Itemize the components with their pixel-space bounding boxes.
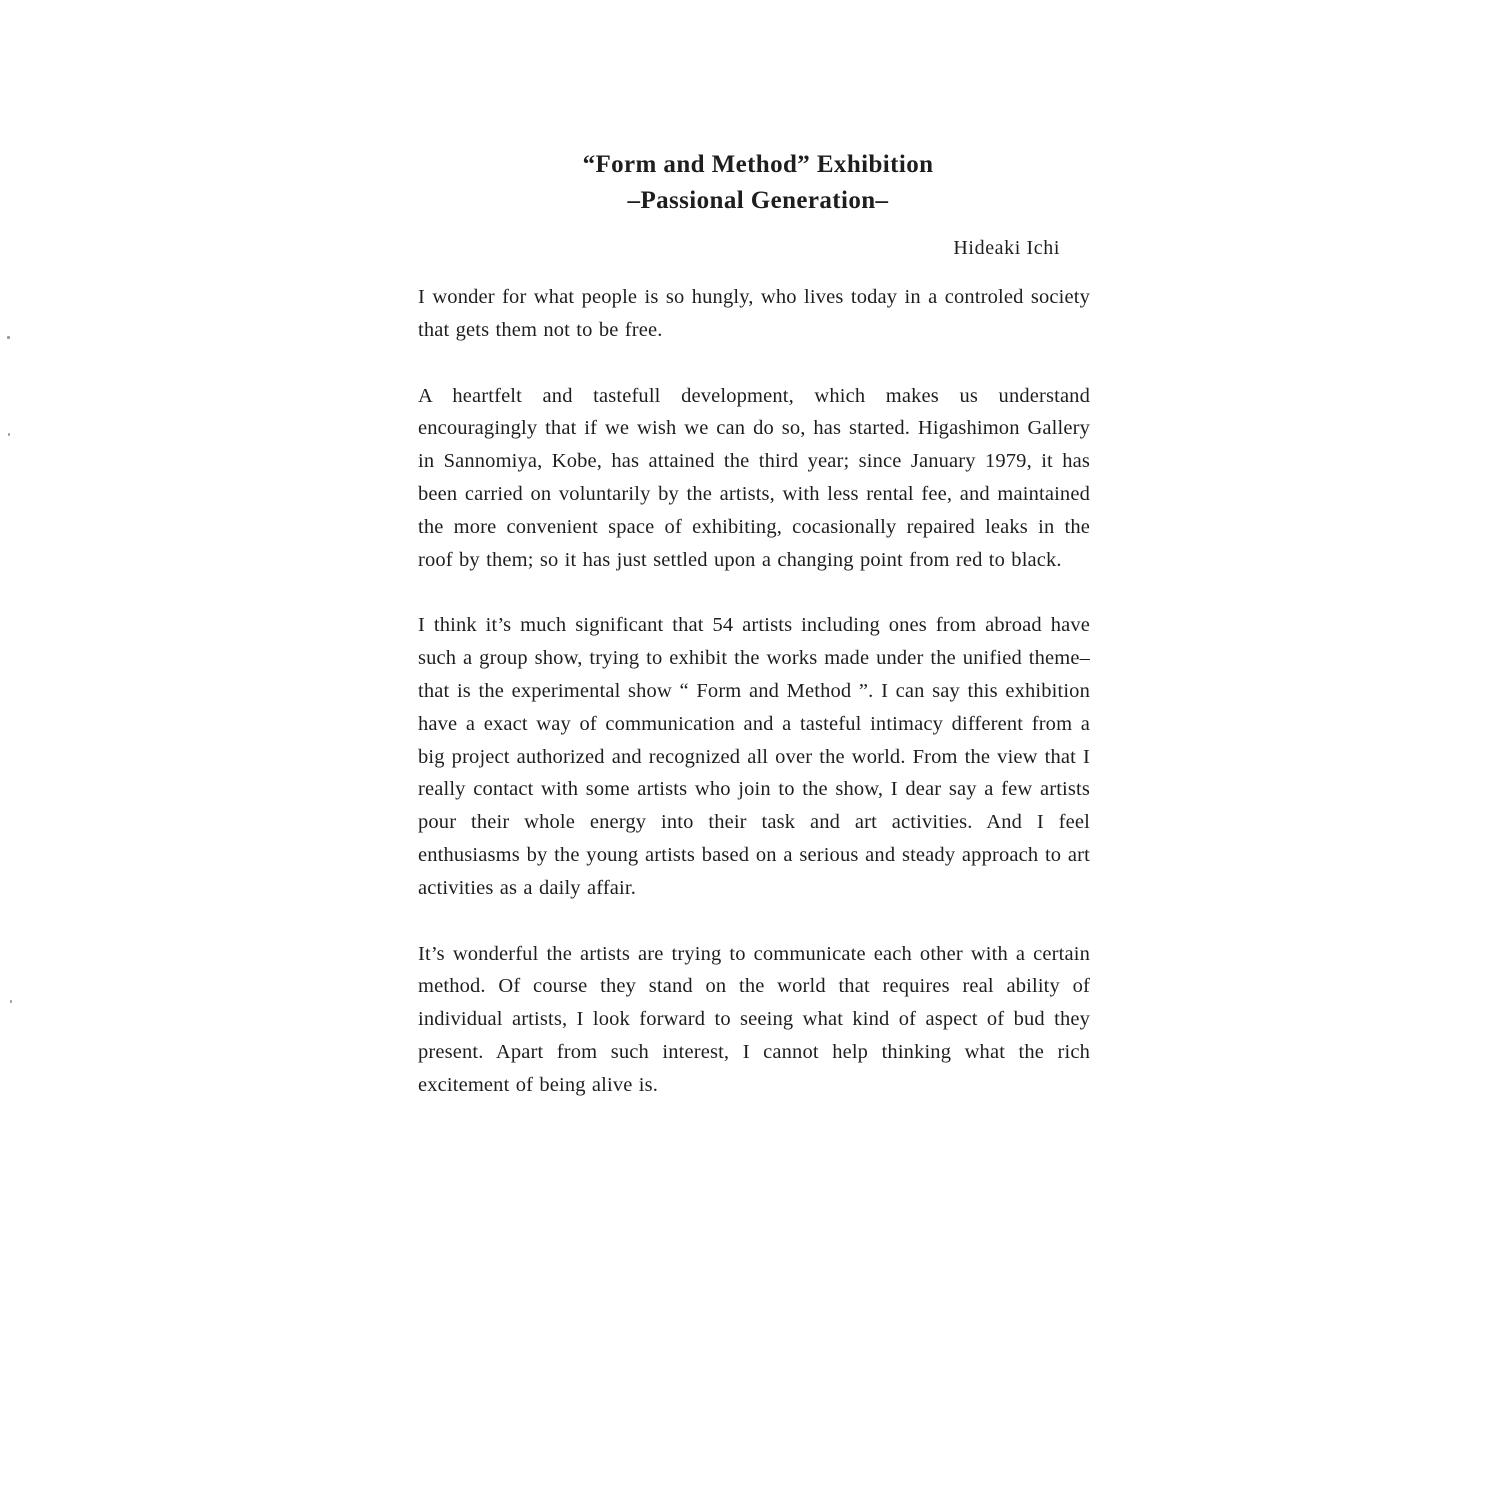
body-text xyxy=(418,281,1090,1135)
paragraph-4: It’s wonderful the artists are trying to communicate each other with a certain method. Of course they stand on the world that requires real ability of individual artists, I look forward to seeing what kind of aspect of bud they present. Apart from such interest, I cannot help thinking what the rich excitement of being alive is. xyxy=(418,942,1090,1096)
paragraph-1: I wonder for what people is so hungly, who lives today in a controled society that gets them not to be free. xyxy=(418,286,1090,341)
document-title: “Form and Method” Exhibition xyxy=(582,151,934,178)
author-name: Hideaki Ichi xyxy=(953,237,1060,259)
paragraph-3: I think it’s much significant that 54 artists including ones from abroad have such a group show, trying to exhibit the works made under the unified theme–that is the experimental show “ Form and Method ”. I can say this exhibition have a exact way of communication and a tasteful intimacy different from a big project authorized and recognized all over the world. From the view that I really contact with some artists who join to the show, I dear say a few artists pour their whole energy into their task and art activities. And I feel enthusiasms by the young artists based on a serious and steady approach to art activities as a daily affair. xyxy=(418,614,1090,899)
scan-speck xyxy=(7,336,10,339)
scan-speck xyxy=(10,1000,12,1003)
scan-speck xyxy=(8,433,10,436)
document-subtitle: –Passional Generation– xyxy=(627,187,889,214)
title-block xyxy=(418,147,1098,219)
paragraph-2: A heartfelt and tastefull development, which makes us understand encouragingly that if we wish we can do so, has started. Higashimon Gallery in Sannomiya, Kobe, has attained the third year; since January 1979, it has been carried on voluntarily by the artists, with less rental fee, and maintained the more convenient space of exhibiting, cocasionally repaired leaks in the roof by them; so it has just settled upon a changing point from red to black. xyxy=(418,384,1090,571)
